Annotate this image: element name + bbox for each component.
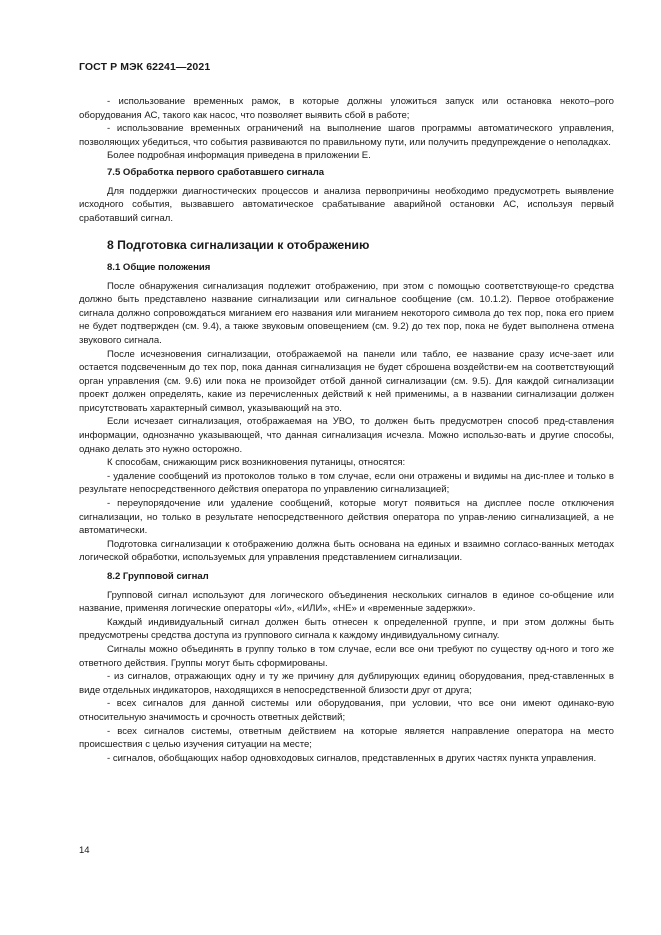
section-8-1-title: 8.1 Общие положения — [107, 261, 211, 273]
section-8-title: 8 Подготовка сигнализации к отображению — [107, 238, 370, 253]
section-7-5-title: 7.5 Обработка первого сработавшего сигнала — [107, 166, 325, 178]
paragraph: После обнаружения сигнализация подлежит отображению, при этом с помощью соответствующе-го средства должно быть представлено название сигнализации или сигнальное сообщение (см. 10.1.2). Первое отображение сигнала должно сопровождаться миганием его названия или миганием некоторого символа до тех пор, пока его прием не будет подтвержден (см. 9.4), а также звуковым оповещением (см. 9.2) до тех пор, пока не будет выполнена отмена звукового сигнала. — [79, 280, 614, 346]
paragraph: После исчезновения сигнализации, отображаемой на панели или табло, ее название сразу исче-зает или остается подсвеченным до тех пор, пока данная сигнализация не будет сброшена воздействи-ем на соответствующий орган управления (см. 9.6) или пока не произойдет отбой данной сигнализации (см. 9.5). Для каждой сигнализации проект должен определять, какие из перечисленных действий к ней применимы, а в названии сигнализации должен присутствовать характерный символ, указывающий на это. — [79, 348, 614, 414]
paragraph: Если исчезает сигнализация, отображаемая на УВО, то должен быть предусмотрен способ пред-ставления информации, однозначно указывающей, что данная сигнализация исчезла. Можно использо-вать и другие способы, однако делать это нужно осторожно. — [79, 416, 614, 455]
paragraph: Подготовка сигнализации к отображению должна быть основана на единых и взаимно согласо-ванных методах логической обработки, используемых для управления представлением сигнализации. — [79, 538, 614, 564]
list-item: - всех сигналов для данной системы или оборудования, при условии, что все они имеют одинако-вую относительную значимость и срочность ответных действий; — [79, 698, 614, 723]
paragraph: К способам, снижающим риск возникновения путаницы, относятся: — [107, 457, 406, 469]
list-item: - из сигналов, отражающих одну и ту же причину для дублирующих единиц оборудования, пред-ставленных в виде отдельных индикаторов, находящихся в непосредственной близости друг от друга; — [79, 671, 614, 696]
list-item: - использование временных рамок, в которые должны уложиться запуск или остановка некото–рого оборудования АС, такого как насос, что позволяет выявить сбой в работе; — [79, 96, 614, 121]
paragraph: Более подробная информация приведена в приложении Е. — [107, 150, 371, 162]
list-item: - использование временных ограничений на выполнение шагов программы автоматического управления, позволяющих убедиться, что события развиваются по правильному пути, или получить предупреждение о неполадках. — [79, 123, 614, 148]
list-item: - всех сигналов системы, ответным действием на которые является направление оператора на место происшествия с целью изучения ситуации на месте; — [79, 725, 614, 751]
list-item: - переупорядочение или удаление сообщений, которые могут появиться на дисплее после отключения сигнализации, но только в результате непосредственного действия оператора по управ-лению сигнализацией, а не автоматически. — [79, 498, 614, 537]
paragraph: Для поддержки диагностических процессов и анализа первопричины необходимо предусмотреть выявление исходного события, вызвавшего автоматическое срабатывание аварийной остановки АС, используя первый сработавший сигнал. — [79, 185, 614, 224]
page-body — [79, 95, 614, 765]
paragraph: Каждый индивидуальный сигнал должен быть отнесен к определенной группе, и при этом должны быть предусмотрены средства доступа из группового сигнала к каждому индивидуальному сигналу. — [79, 616, 614, 642]
paragraph: Групповой сигнал используют для логического объединения нескольких сигналов в единое со-общение или название, применяя логические операторы «И», «ИЛИ», «НЕ» и «временные задержки». — [79, 589, 614, 615]
section-8-2-title: 8.2 Групповой сигнал — [107, 571, 209, 582]
list-item: - удаление сообщений из протоколов только в том случае, если они отражены и видимы на дис-плее и только в результате непосредственного действия оператора по управлению сигнализацией; — [79, 470, 614, 496]
document-header: ГОСТ Р МЭК 62241—2021 — [79, 61, 211, 73]
page-number: 14 — [79, 845, 90, 856]
paragraph: Сигналы можно объединять в группу только в том случае, если все они требуют по существу од-ного и того же ответного действия. Группы могут быть сформированы. — [79, 643, 614, 669]
list-item: - сигналов, обобщающих набор одновходовых сигналов, представленных в других частях пункта управления. — [107, 752, 597, 764]
